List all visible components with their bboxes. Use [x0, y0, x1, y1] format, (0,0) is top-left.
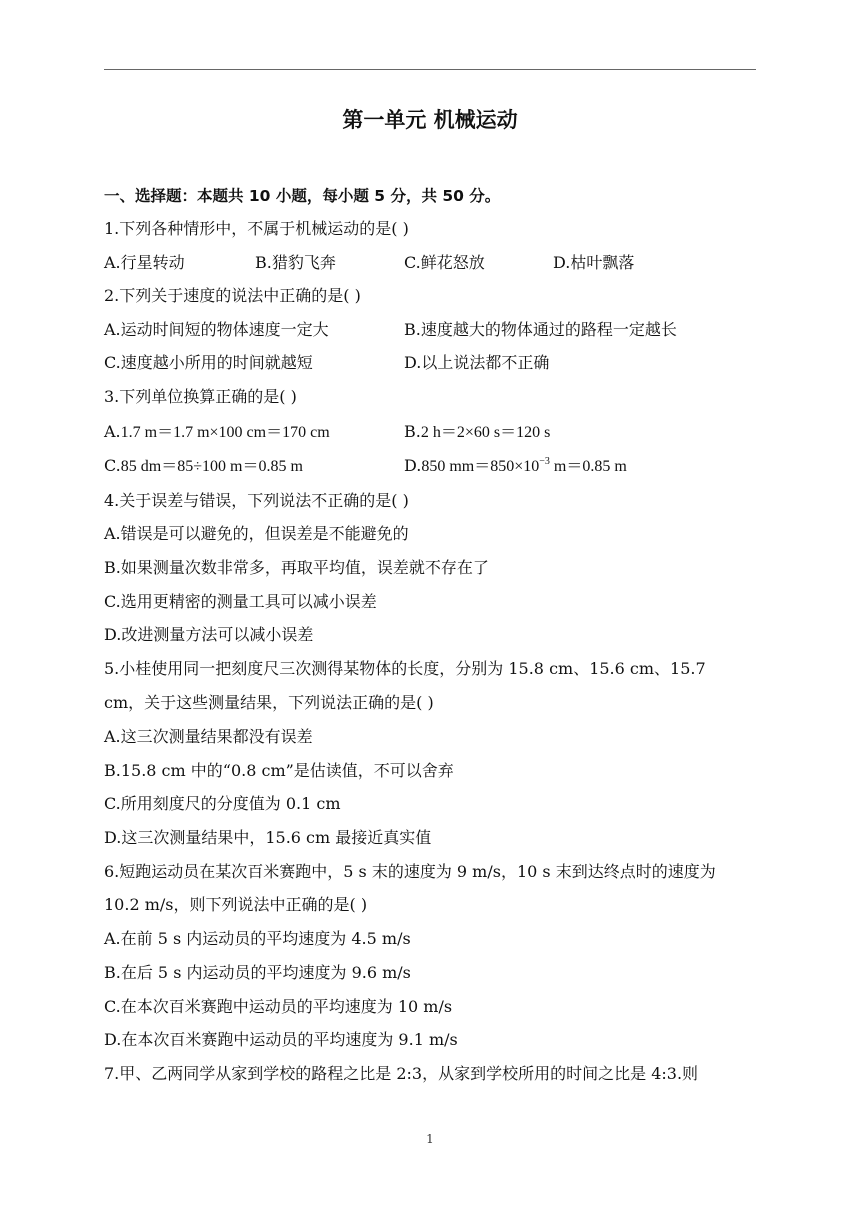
- q6-option-c: C.在本次百米赛跑中运动员的平均速度为 10 m/s: [104, 997, 453, 1016]
- q6-option-a: A.在前 5 s 内运动员的平均速度为 4.5 m/s: [104, 929, 411, 948]
- q3-option-d-formula-part2: m＝0.85 m: [549, 458, 627, 475]
- q3-option-d: [404, 456, 627, 477]
- question-6-stem-line2: 10.2 m/s，则下列说法中正确的是( ): [104, 895, 368, 914]
- q3-option-d-formula: [421, 458, 626, 475]
- q5-option-a: A.这三次测量结果都没有误差: [104, 727, 313, 746]
- question-5-stem-line2: cm，关于这些测量结果，下列说法正确的是( ): [104, 693, 434, 712]
- q3-option-c-prefix: C.: [104, 456, 121, 475]
- q5-option-c: C.所用刻度尺的分度值为 0.1 cm: [104, 794, 341, 813]
- q3-option-a: [104, 422, 330, 443]
- q6-option-d: D.在本次百米赛跑中运动员的平均速度为 9.1 m/s: [104, 1030, 458, 1049]
- q3-option-d-formula-part1: 850 mm＝850×10: [421, 458, 540, 475]
- q1-option-c: C.鲜花怒放: [404, 253, 485, 272]
- q5-option-b: B.15.8 cm 中的“0.8 cm”是估读值，不可以舍弃: [104, 761, 454, 780]
- page-number: 1: [426, 1132, 434, 1146]
- section-heading: 一、选择题：本题共 10 小题，每小题 5 分，共 50 分。: [104, 187, 501, 205]
- q3-option-d-prefix: D.: [404, 456, 422, 475]
- question-1-stem: 1.下列各种情形中，不属于机械运动的是( ): [104, 219, 409, 238]
- question-6-stem-line1: 6.短跑运动员在某次百米赛跑中，5 s 末的速度为 9 m/s，10 s 末到达终点时的速度为: [104, 862, 716, 881]
- page-title: 第一单元 机械运动: [342, 108, 518, 132]
- q2-option-c: C.速度越小所用的时间就越短: [104, 353, 313, 372]
- q1-option-d: D.枯叶飘落: [553, 253, 635, 272]
- question-3-stem: 3.下列单位换算正确的是( ): [104, 387, 297, 406]
- q2-option-a: A.运动时间短的物体速度一定大: [104, 320, 329, 339]
- q4-option-d: D.改进测量方法可以减小误差: [104, 625, 314, 644]
- q3-option-b-formula: 2 h＝2×60 s＝120 s: [420, 424, 551, 441]
- q3-option-c-formula: 85 dm＝85÷100 m＝0.85 m: [120, 458, 303, 475]
- q3-option-a-formula: 1.7 m＝1.7 m×100 cm＝170 cm: [120, 424, 330, 441]
- q3-option-a-prefix: A.: [104, 422, 121, 441]
- q3-option-b: [404, 422, 550, 443]
- q3-option-d-exponent: −3: [539, 456, 550, 467]
- q2-option-b: B.速度越大的物体通过的路程一定越长: [404, 320, 677, 339]
- header-rule: [104, 69, 756, 70]
- q4-option-c: C.选用更精密的测量工具可以减小误差: [104, 592, 377, 611]
- q6-option-b: B.在后 5 s 内运动员的平均速度为 9.6 m/s: [104, 963, 411, 982]
- question-5-stem-line1: 5.小桂使用同一把刻度尺三次测得某物体的长度，分别为 15.8 cm、15.6 cm、15.7: [104, 659, 706, 678]
- q5-option-d: D.这三次测量结果中，15.6 cm 最接近真实值: [104, 828, 432, 847]
- q4-option-a: A.错误是可以避免的，但误差是不能避免的: [104, 524, 409, 543]
- q1-option-b: B.猎豹飞奔: [255, 253, 336, 272]
- q3-option-b-prefix: B.: [404, 422, 421, 441]
- q2-option-d: D.以上说法都不正确: [404, 353, 550, 372]
- q4-option-b: B.如果测量次数非常多，再取平均值，误差就不存在了: [104, 558, 489, 577]
- question-4-stem: 4.关于误差与错误，下列说法不正确的是( ): [104, 491, 409, 510]
- question-7-stem-line1: 7.甲、乙两同学从家到学校的路程之比是 2:3，从家到学校所用的时间之比是 4:3.则: [104, 1064, 699, 1083]
- question-2-stem: 2.下列关于速度的说法中正确的是( ): [104, 286, 361, 305]
- q1-option-a: A.行星转动: [104, 253, 185, 272]
- q3-option-c: [104, 456, 303, 477]
